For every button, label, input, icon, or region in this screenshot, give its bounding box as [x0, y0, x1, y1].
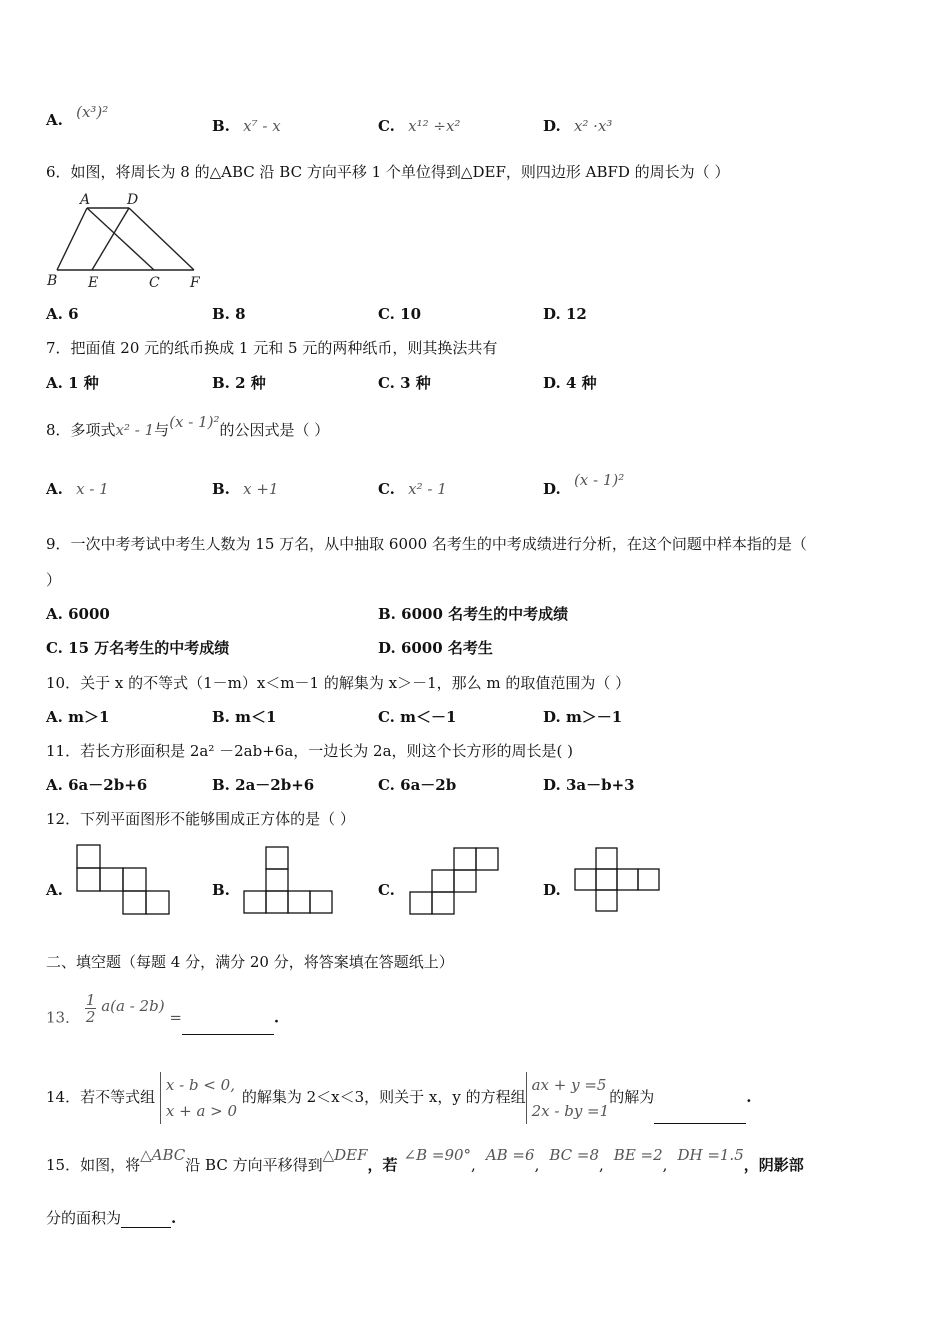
q12-stem: 12．下列平面图形不能够围成正方体的是（ ） — [46, 810, 355, 828]
q12-net-c — [408, 846, 503, 916]
q7-option-c: C. 3 种 — [378, 374, 431, 392]
q12-net-d — [574, 846, 669, 916]
segment-df — [129, 208, 194, 270]
q6-option-a: A. 6 — [46, 305, 79, 323]
q12-net-b — [242, 846, 337, 916]
segment-ab — [57, 208, 87, 270]
label-c: C — [149, 275, 160, 290]
option-expression: x⁷ - x — [243, 117, 281, 135]
q9-option-c: C. 15 万名考生的中考成绩 — [46, 639, 230, 657]
q8-stem: 8．多项式x² - 1与(x - 1)²的公因式是（ ） — [46, 413, 330, 439]
q12-option-c-letter: C. — [378, 881, 395, 899]
expression-2: (x - 1)² — [169, 413, 220, 431]
option-expression: x² ·x³ — [573, 117, 613, 135]
q12-option-b-letter: B. — [212, 881, 230, 899]
q5-option-c — [378, 116, 460, 136]
q6-stem: 6．如图，将周长为 8 的△ABC 沿 BC 方向平移 1 个单位得到△DEF，则四边形 ABFD 的周长为（ ） — [46, 163, 730, 181]
option-letter: A. — [46, 111, 63, 129]
equation-system: ax + y =5 2x - by =1 — [526, 1072, 610, 1124]
fraction-half: $\frac{1}{2}$ — [85, 991, 96, 1026]
q11-option-b: B. 2a－2b+6 — [212, 776, 315, 794]
label-e: E — [88, 275, 99, 290]
label-b: B — [47, 273, 58, 289]
expression-1: x² - 1 — [115, 421, 155, 439]
option-letter: B. — [212, 117, 230, 135]
q8-option-d: D. (x - 1)² — [543, 471, 625, 498]
q5-option-d — [543, 116, 612, 136]
q10-option-a: A. m＞1 — [46, 708, 110, 726]
answer-blank — [182, 1034, 274, 1035]
q13: 13． $\frac{1}{2}$ a(a - 2b) = . — [46, 1002, 279, 1035]
option-letter: D. — [543, 117, 561, 135]
q9-option-b: B. 6000 名考生的中考成绩 — [378, 605, 569, 623]
q7-stem: 7．把面值 20 元的纸币换成 1 元和 5 元的两种纸币，则其换法共有 — [46, 339, 498, 357]
q8-option-c: C. x² - 1 — [378, 480, 447, 498]
q8-option-b: B. x +1 — [212, 480, 279, 498]
q6-translation-figure — [44, 190, 214, 290]
q9-stem-line1: 9．一次中考考试中考生人数为 15 万名，从中抽取 6000 名考生的中考成绩进行分析，在这个问题中样本指的是（ — [46, 535, 807, 553]
q9-option-d: D. 6000 名考生 — [378, 639, 493, 657]
q15-line1: 15．如图，将△ABC沿 BC 方向平移得到△DEF，若∠B =90°,AB =6,BC =8,BE =2,DH =1.5，阴影部 — [46, 1146, 804, 1174]
q6-option-b: B. 8 — [212, 305, 246, 323]
q10-option-d: D. m＞－1 — [543, 708, 623, 726]
q9-option-a: A. 6000 — [46, 605, 110, 623]
q11-option-a: A. 6a－2b+6 — [46, 776, 148, 794]
q5-option-b — [212, 116, 281, 136]
answer-blank — [654, 1123, 746, 1124]
q10-option-c: C. m＜－1 — [378, 708, 457, 726]
label-f: F — [190, 275, 200, 290]
section-2-title: 二、填空题（每题 4 分，满分 20 分，将答案填在答题纸上） — [46, 953, 454, 971]
option-letter: C. — [378, 117, 395, 135]
q7-option-a: A. 1 种 — [46, 374, 99, 392]
q10-option-b: B. m＜1 — [212, 708, 277, 726]
q11-option-c: C. 6a－2b — [378, 776, 457, 794]
q11-option-d: D. 3a－b+3 — [543, 776, 635, 794]
q11-stem: 11．若长方形面积是 2a² －2ab+6a，一边长为 2a，则这个长方形的周长是( ) — [46, 742, 573, 760]
q7-option-d: D. 4 种 — [543, 374, 597, 392]
answer-blank — [121, 1227, 171, 1228]
option-expression: (x³)² — [76, 103, 109, 121]
q5-option-a — [46, 103, 109, 130]
label-a: A — [80, 192, 91, 208]
q12-option-d-letter: D. — [543, 881, 561, 899]
q8-option-a: A. x - 1 — [46, 480, 109, 498]
inequality-system: x - b < 0, x + a > 0 — [160, 1072, 237, 1124]
q12-option-a-letter: A. — [46, 881, 63, 899]
label-d: D — [127, 192, 139, 208]
q12-net-a — [76, 844, 171, 916]
q9-stem-line2: ） — [46, 571, 62, 589]
q14: 14．若不等式组 x - b < 0, x + a > 0 的解集为 2＜x＜3，则关于 x，y 的方程组 ax + y =5 2x - by =1 的解为 . — [46, 1072, 751, 1124]
q15-line2: 分的面积为 . — [46, 1209, 177, 1227]
q6-option-d: D. 12 — [543, 305, 587, 323]
option-expression: x¹² ÷x² — [408, 117, 461, 135]
q6-option-c: C. 10 — [378, 305, 422, 323]
q7-option-b: B. 2 种 — [212, 374, 266, 392]
q10-stem: 10．关于 x 的不等式（1－m）x＜m－1 的解集为 x＞－1，那么 m 的取值范围为（ ） — [46, 674, 631, 692]
